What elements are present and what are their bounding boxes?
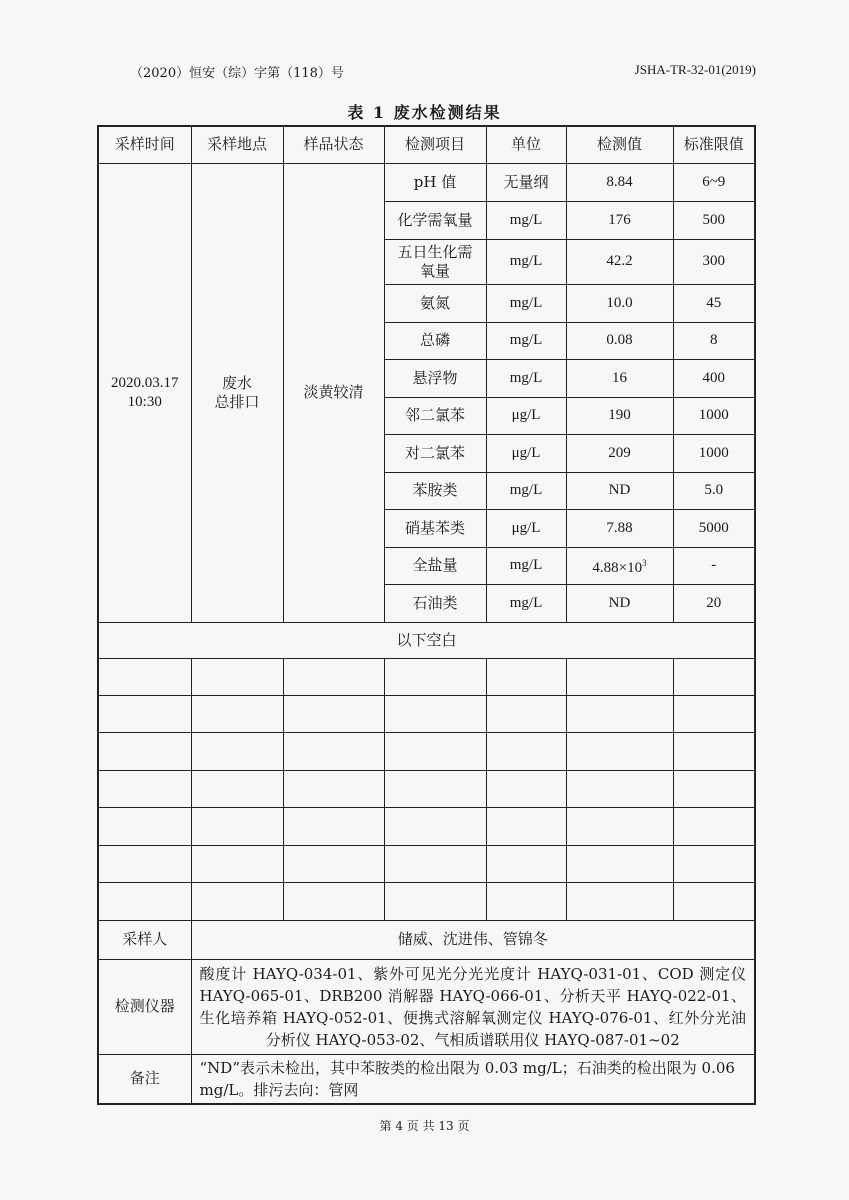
limit-cell: 20 xyxy=(673,584,755,622)
empty-row xyxy=(98,658,755,695)
unit-cell: mg/L xyxy=(486,547,566,584)
item-cell: 氨氮 xyxy=(384,284,486,322)
remarks-value: “ND”表示未检出，其中苯胺类的检出限为 0.03 mg/L；石油类的检出限为 0.06 mg/L。排污去向：管网 xyxy=(191,1054,755,1104)
unit-cell: μg/L xyxy=(486,509,566,547)
value-exponent: 3 xyxy=(642,557,647,568)
col-header: 标准限值 xyxy=(673,126,755,163)
limit-cell: 1000 xyxy=(673,434,755,472)
value-cell: 42.2 xyxy=(566,239,673,284)
unit-cell: mg/L xyxy=(486,472,566,509)
item-cell: 全盐量 xyxy=(384,547,486,584)
unit-cell: mg/L xyxy=(486,284,566,322)
empty-row xyxy=(98,770,755,807)
header-row xyxy=(98,126,755,163)
col-header: 检测项目 xyxy=(384,126,486,163)
unit-cell: mg/L xyxy=(486,584,566,622)
limit-cell: 500 xyxy=(673,201,755,239)
limit-cell: 300 xyxy=(673,239,755,284)
item-cell: 五日生化需氧量 xyxy=(384,239,486,284)
col-header: 采样时间 xyxy=(98,126,191,163)
table-row xyxy=(98,163,755,201)
value-cell: 7.88 xyxy=(566,509,673,547)
value-cell: 176 xyxy=(566,201,673,239)
limit-cell: 400 xyxy=(673,359,755,397)
instruments-row xyxy=(98,959,755,1054)
blank-note-row xyxy=(98,622,755,658)
report-code: JSHA-TR-32-01(2019) xyxy=(634,62,756,77)
wastewater-results-table xyxy=(97,125,756,1105)
table-title: 表 1 废水检测结果 xyxy=(347,103,502,122)
empty-row xyxy=(98,807,755,845)
sample-time: 10:30 xyxy=(127,393,162,410)
sample-location-cell xyxy=(191,163,283,622)
unit-cell: μg/L xyxy=(486,434,566,472)
col-header: 采样地点 xyxy=(191,126,283,163)
limit-cell: 6~9 xyxy=(673,163,755,201)
limit-cell: 5.0 xyxy=(673,472,755,509)
item-cell: 总磷 xyxy=(384,322,486,359)
item-cell: 硝基苯类 xyxy=(384,509,486,547)
samplers-row xyxy=(98,920,755,959)
unit-cell: mg/L xyxy=(486,359,566,397)
limit-cell: - xyxy=(673,547,755,584)
empty-row xyxy=(98,882,755,920)
unit-cell: mg/L xyxy=(486,239,566,284)
col-header: 样品状态 xyxy=(283,126,384,163)
page-footer: 第 4 页 共 13 页 xyxy=(379,1119,470,1133)
value-cell: ND xyxy=(566,472,673,509)
col-header: 单位 xyxy=(486,126,566,163)
location-line1: 废水 xyxy=(221,373,252,392)
limit-cell: 5000 xyxy=(673,509,755,547)
samplers-value: 储威、沈进伟、管锦冬 xyxy=(191,920,755,959)
empty-row xyxy=(98,732,755,770)
doc-number: （2020）恒安（综）字第（118）号 xyxy=(130,66,344,81)
empty-row xyxy=(98,845,755,882)
value-cell: 8.84 xyxy=(566,163,673,201)
unit-cell: mg/L xyxy=(486,201,566,239)
value-cell: 0.08 xyxy=(566,322,673,359)
remarks-label: 备注 xyxy=(98,1054,191,1104)
value-cell: 10.0 xyxy=(566,284,673,322)
item-cell: 化学需氧量 xyxy=(384,201,486,239)
samplers-label: 采样人 xyxy=(98,920,191,959)
empty-row xyxy=(98,695,755,732)
unit-cell: μg/L xyxy=(486,397,566,434)
instruments-label: 检测仪器 xyxy=(98,959,191,1054)
value-cell: 190 xyxy=(566,397,673,434)
col-header: 检测值 xyxy=(566,126,673,163)
value-cell: 209 xyxy=(566,434,673,472)
limit-cell: 8 xyxy=(673,322,755,359)
sample-time-cell xyxy=(98,163,191,622)
item-cell: 对二氯苯 xyxy=(384,434,486,472)
unit-cell: mg/L xyxy=(486,322,566,359)
item-cell: 苯胺类 xyxy=(384,472,486,509)
limit-cell: 45 xyxy=(673,284,755,322)
item-cell: 石油类 xyxy=(384,584,486,622)
blank-note: 以下空白 xyxy=(98,622,755,658)
item-cell: pH 值 xyxy=(384,163,486,201)
location-line2: 总排口 xyxy=(214,392,260,411)
remarks-row xyxy=(98,1054,755,1104)
value-cell: ND xyxy=(566,584,673,622)
sample-state-cell: 淡黄较清 xyxy=(283,163,384,622)
sample-date: 2020.03.17 xyxy=(111,374,179,391)
value-cell: 16 xyxy=(566,359,673,397)
value-cell xyxy=(566,547,673,584)
instruments-value: 酸度计 HAYQ-034-01、紫外可见光分光光度计 HAYQ-031-01、COD 测定仪 HAYQ-065-01、DRB200 消解器 HAYQ-066-01、分析天平 HAYQ-022-01、生化培养箱 HAYQ-052-01、便携式溶解氧测定仪 HAYQ-076-01、红外分光油分析仪 HAYQ-053-02、气相质谱联用仪 HAYQ-087-01~02 xyxy=(191,959,755,1054)
value-base: 4.88×10 xyxy=(592,559,643,576)
limit-cell: 1000 xyxy=(673,397,755,434)
unit-cell: 无量纲 xyxy=(486,163,566,201)
item-cell: 邻二氯苯 xyxy=(384,397,486,434)
item-cell: 悬浮物 xyxy=(384,359,486,397)
